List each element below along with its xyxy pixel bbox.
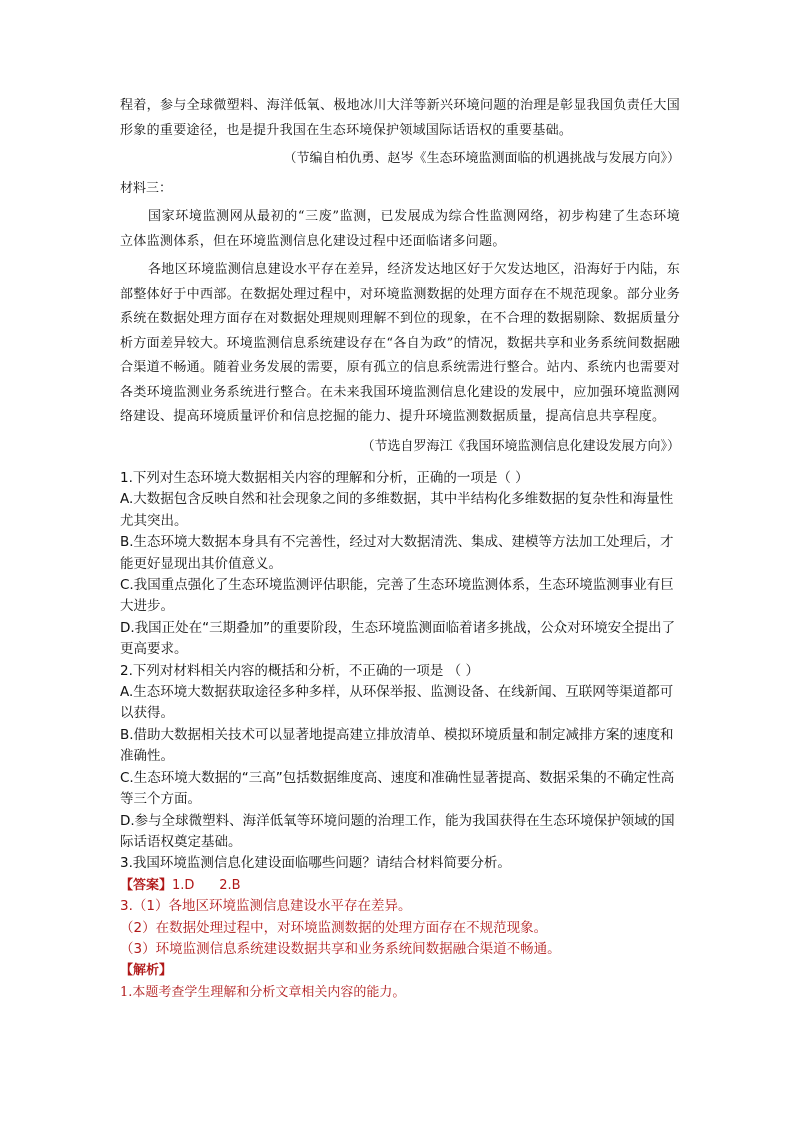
question-2-stem: 2.下列对材料相关内容的概括和分析，不正确的一项是 （ ） bbox=[120, 662, 479, 679]
material3-paragraph-2: 各地区环境监测信息建设水平存在差异，经济发达地区好于欠发达地区，沿海好于内陆，东部整体好于中西部。在数据处理过程中，对环境监测数据的处理方面存在不规范现象。部分业务系统在数据处理方面存在对数据处理规则理解不到位的现象，在不合理的数据剔除、数据质量分析方面差异较大。环境监测信息系统建设存在“各自为政”的情况，数据共享和业务系统间数据融合渠道不畅通。随着业务发展的需要，原有孤立的信息系统需进行整合。站内、系统内也需要对各类环境监测业务系统进行整合。在未来我国环境监测信息化建设的发展中，应加强环境监测网络建设、提高环境质量评价和信息挖掘的能力、提升环境监测数据质量，提高信息共享程度。 bbox=[120, 262, 681, 424]
answer-header: 【答案】 bbox=[120, 877, 173, 893]
question-1-option-a: A.大数据包含反映自然和社会现象之间的多维数据，其中半结构化多维数据的复杂性和海量性尤其突出。 bbox=[120, 491, 674, 529]
question-1-stem: 1.下列对生态环境大数据相关内容的理解和分析，正确的一项是（ ） bbox=[120, 470, 529, 486]
material2-paragraph: 程着，参与全球微塑料、海洋低氧、极地冰川大洋等新兴环境问题的治理是彰显我国负责任大国形象的重要途径，也是提升我国在生态环境保护领域国际话语权的重要基础。 bbox=[120, 98, 680, 138]
question-2-option-b: B.借助大数据相关技术可以显著地提高建立排放清单、模拟环境质量和制定减排方案的速度和准确性。 bbox=[120, 726, 674, 765]
material2-section bbox=[120, 94, 680, 143]
material3-source-block bbox=[120, 436, 680, 458]
question-1-option-d: D.我国正处在“三期叠加”的重要阶段，生态环境监测面临着诸多挑战，公众对环境安全提出了更高要求。 bbox=[120, 619, 676, 658]
questions-section bbox=[120, 468, 680, 1004]
question-2-option-d: D.参与全球微塑料、海洋低氧等环境问题的治理工作，能为我国获得在生态环境保护领域的国际话语权奠定基础。 bbox=[120, 812, 675, 850]
answer-3-point-1: 3.（1）各地区环境监测信息建设水平存在差异。 bbox=[120, 898, 412, 915]
material2-source: （节编自柏仇勇、赵岑《生态环境监测面临的机遇挑战与发展方向》） bbox=[283, 151, 680, 166]
question-1-option-b: B.生态环境大数据本身具有不完善性，经过对大数据清洗、集成、建模等方法加工处理后，才能更好显现出其价值意义。 bbox=[120, 534, 674, 572]
material3-p2-block bbox=[120, 258, 680, 430]
question-2-option-c: C.生态环境大数据的“三高”包括数据维度高、速度和准确性显著提高、数据采集的不确定性高等三个方面。 bbox=[120, 769, 675, 808]
material3-source: （节选自罗海江《我国环境监测信息化建设发展方向》） bbox=[361, 439, 680, 454]
material3-p1-block bbox=[120, 205, 680, 254]
question-2-option-a: A.生态环境大数据获取途径多种多样，从环保举报、监测设备、在线新闻、互联网等渠道都可以获得。 bbox=[120, 684, 674, 722]
answer-3-point-3: （3）环境监测信息系统建设数据共享和业务系统间数据融合渠道不畅通。 bbox=[120, 940, 561, 957]
analysis-point-1: 1.本题考查学生理解和分析文章相关内容的能力。 bbox=[120, 984, 406, 1000]
material3-paragraph-1: 国家环境监测网从最初的“三废”监测，已发展成为综合性监测网络，初步构建了生态环境立体监测体系，但在环境监测信息化建设过程中还面临诸多问题。 bbox=[120, 209, 680, 249]
answer-mc: 1.D 2.B bbox=[172, 877, 241, 893]
material3-label: 材料三： bbox=[120, 181, 173, 196]
question-3-stem: 3.我国环境监测信息化建设面临哪些问题？请结合材料简要分析。 bbox=[120, 855, 511, 872]
analysis-line bbox=[120, 960, 680, 981]
answer-line bbox=[120, 875, 680, 896]
analysis-header: 【解析】 bbox=[120, 963, 173, 979]
answer-3-point-2: （2）在数据处理过程中，对环境监测数据的处理方面存在不规范现象。 bbox=[120, 919, 548, 936]
material3-section bbox=[120, 178, 680, 200]
question-1-option-c: C.我国重点强化了生态环境监测评估职能，完善了生态环境监测体系，生态环境监测事业有巨大进步。 bbox=[120, 577, 674, 615]
material2-source-block bbox=[120, 148, 680, 170]
